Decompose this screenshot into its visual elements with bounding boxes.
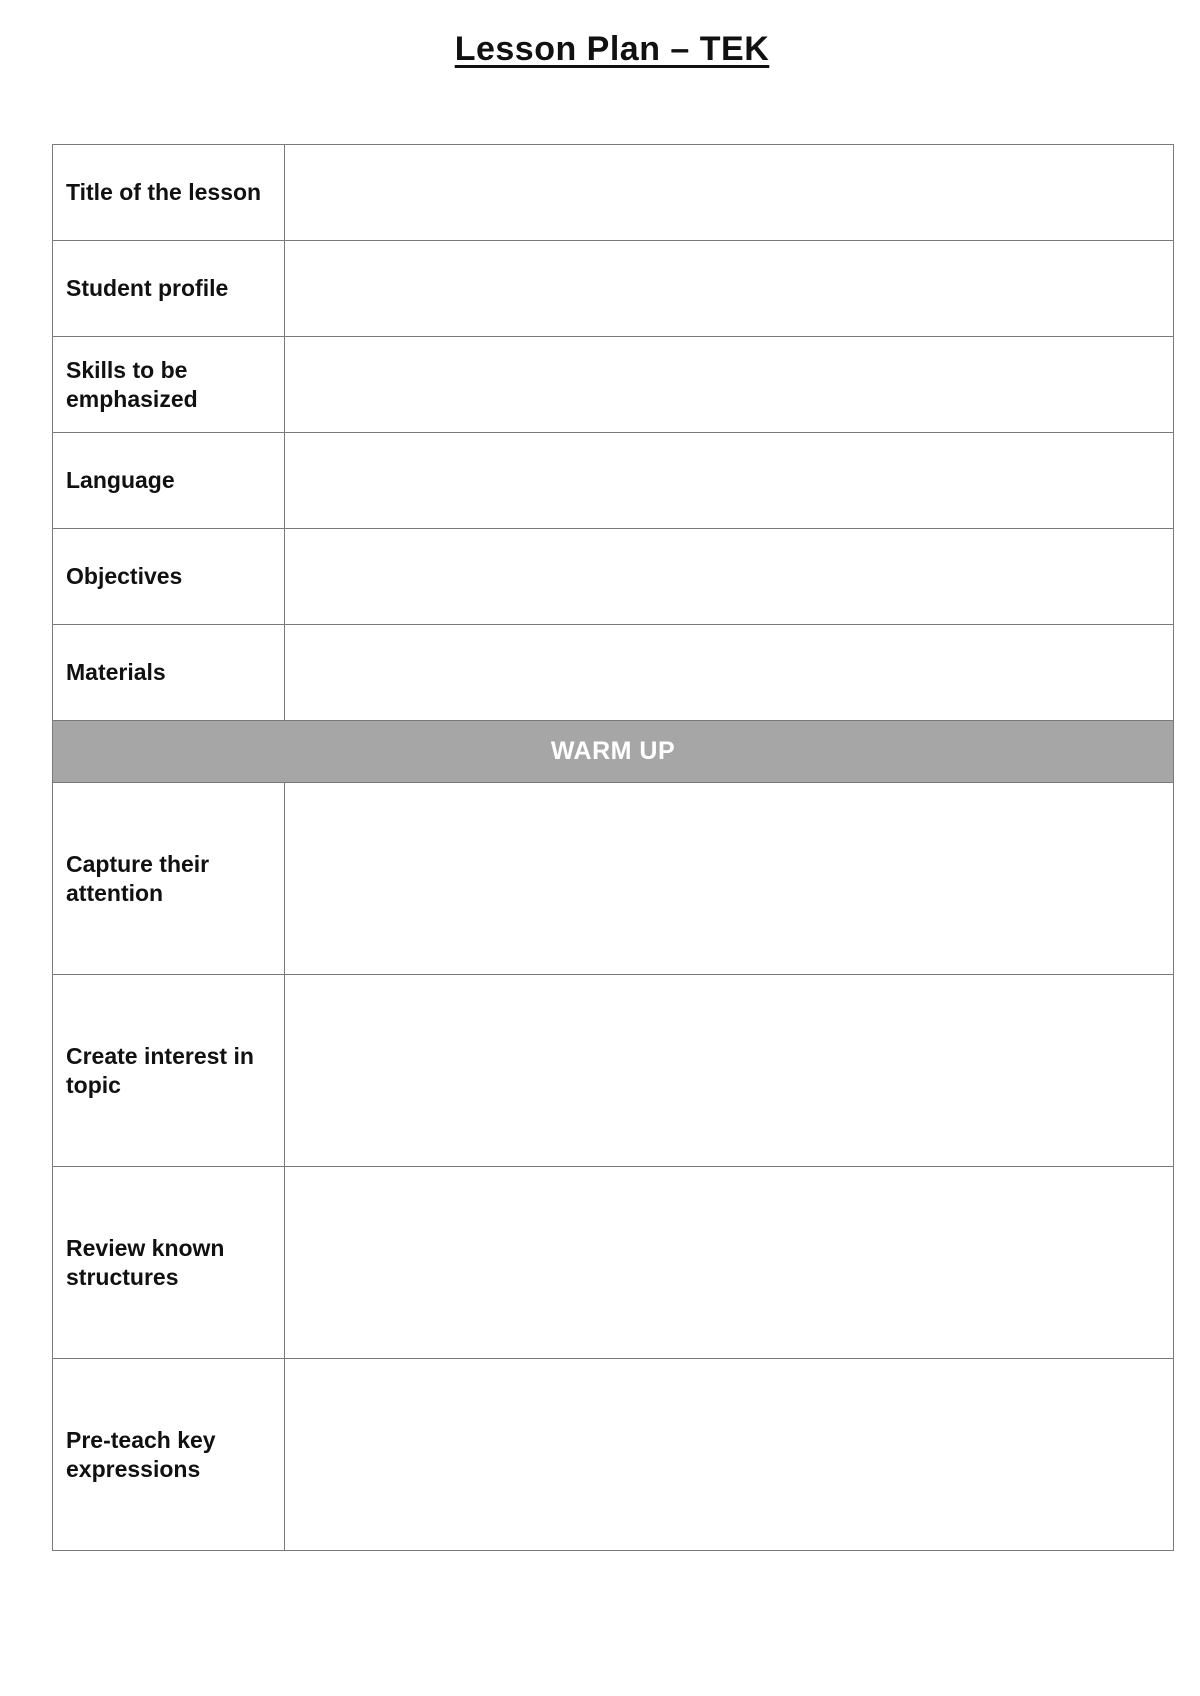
table-row-skills	[53, 337, 1174, 433]
table-row-student-profile	[53, 241, 1174, 337]
table-row-create-interest	[53, 975, 1174, 1167]
row-label: Skills to be emphasized	[53, 337, 285, 433]
skills-field[interactable]	[285, 337, 1174, 433]
row-label: Capture their attention	[53, 783, 285, 975]
create-interest-field[interactable]	[285, 975, 1174, 1167]
row-label: Review known structures	[53, 1167, 285, 1359]
table-row-objectives	[53, 529, 1174, 625]
pre-teach-field[interactable]	[285, 1359, 1174, 1551]
table-row-review-structures	[53, 1167, 1174, 1359]
row-label: Title of the lesson	[53, 145, 285, 241]
table-row-title-of-lesson	[53, 145, 1174, 241]
table-row-capture-attention	[53, 783, 1174, 975]
language-field[interactable]	[285, 433, 1174, 529]
table-row-materials	[53, 625, 1174, 721]
row-label: Materials	[53, 625, 285, 721]
lesson-title-field[interactable]	[285, 145, 1174, 241]
section-header-warm-up	[53, 721, 1174, 783]
row-label: Create interest in topic	[53, 975, 285, 1167]
page-title: Lesson Plan – TEK	[454, 30, 770, 68]
review-structures-field[interactable]	[285, 1167, 1174, 1359]
materials-field[interactable]	[285, 625, 1174, 721]
student-profile-field[interactable]	[285, 241, 1174, 337]
capture-attention-field[interactable]	[285, 783, 1174, 975]
row-label: Language	[53, 433, 285, 529]
table-row-pre-teach	[53, 1359, 1174, 1551]
table-row-language	[53, 433, 1174, 529]
row-label: Pre-teach key expressions	[53, 1359, 285, 1551]
row-label: Student profile	[53, 241, 285, 337]
lesson-plan-table	[52, 144, 1174, 1551]
objectives-field[interactable]	[285, 529, 1174, 625]
section-heading: WARM UP	[53, 721, 1174, 783]
row-label: Objectives	[53, 529, 285, 625]
